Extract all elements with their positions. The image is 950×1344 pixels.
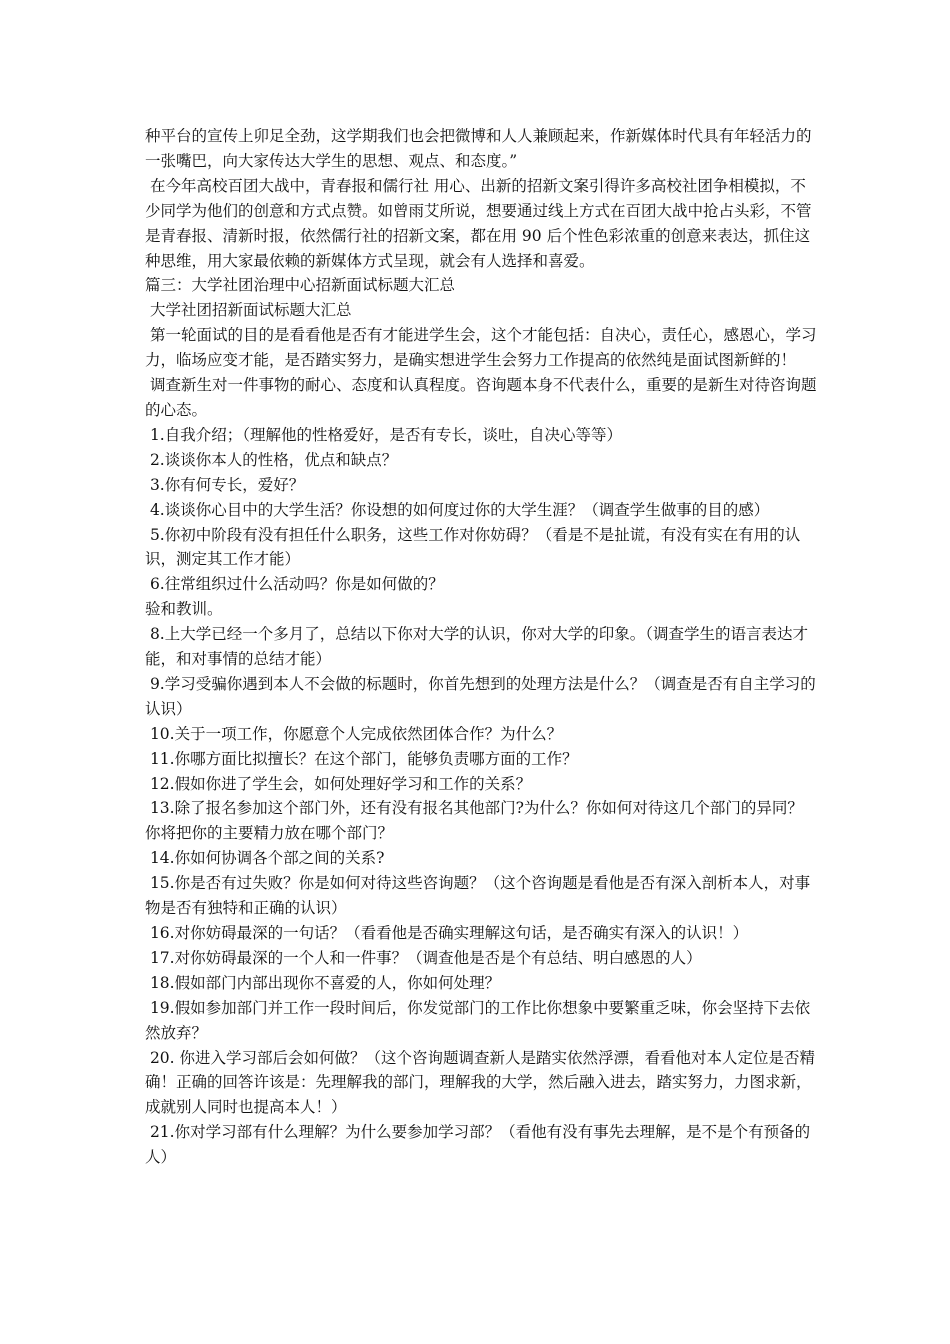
question-item: 14.你如何协调各个部之间的关系? xyxy=(145,849,385,868)
question-item: 10.关于一项工作，你愿意个人完成依然团体合作？为什么？ xyxy=(145,724,563,743)
question-item: 17.对你妨碍最深的一个人和一件事？（调查他是否是个有总结、明白感恩的人） xyxy=(145,948,702,967)
paragraph-intro-1: 第一轮面试的目的是看看他是否有才能进学生会，这个才能包括：自决心，责任心，感恩心，学习力，临场应变才能，是否踏实努力，是确实想进学生会努力工作提高的依然纯是面试图新鲜的！ xyxy=(145,326,817,370)
question-item: 11.你哪方面比拟擅长？在这个部门，能够负责哪方面的工作？ xyxy=(145,749,578,768)
question-item: 5.你初中阶段有没有担任什么职务，这些工作对你妨碍？（看是不是扯谎，有没有实在有用的认识，测定其工作才能） xyxy=(145,525,801,569)
paragraph-2: 在今年高校百团大战中，青春报和儒行社 用心、出新的招新文案引得许多高校社团争相模拟，不少同学为他们的创意和方式点赞。如曾雨艾所说，想要通过线上方式在百团大战中抢占头彩，不管是青春报、清新时报，依然儒行社的招新文案，都在用 90 后个性色彩浓重的创意来表达，抓住这种思维，用大家最依赖的新媒体方式呈现，就会有人选择和喜爱。 xyxy=(145,176,812,270)
question-item: 6.往常组织过什么活动吗？你是如何做的？ xyxy=(145,575,444,594)
document-page xyxy=(145,124,817,1170)
question-item: 2.谈谈你本人的性格，优点和缺点？ xyxy=(145,450,398,469)
paragraph-1: 种平台的宣传上卯足全劲，这学期我们也会把微博和人人兼顾起来，作新媒体时代具有年轻活力的一张嘴巴，向大家传达大学生的思想、观点、和态度。” xyxy=(145,127,812,170)
question-item: 8.上大学已经一个多月了，总结以下你对大学的认识，你对大学的印象。（调查学生的语言表达才能，和对事情的总结才能） xyxy=(145,625,808,669)
question-item: 15.你是否有过失败？你是如何对待这些咨询题？（这个咨询题是看他是否有深入剖析本人，对事物是否有独特和正确的认识） xyxy=(145,874,811,918)
text-fragment: 验和教训。 xyxy=(145,600,223,619)
section-heading: 篇三：大学社团治理中心招新面试标题大汇总 xyxy=(145,276,456,295)
question-item: 16.对你妨碍最深的一句话？（看看他是否确实理解这句话，是否确实有深入的认识！） xyxy=(145,924,749,942)
question-item: 9.学习受骗你遇到本人不会做的标题时，你首先想到的处理方法是什么？（调查是否有自主学习的认识） xyxy=(145,674,816,718)
section-subtitle: 大学社团招新面试标题大汇总 xyxy=(145,301,352,320)
question-item: 21.你对学习部有什么理解？为什么要参加学习部？（看他有没有事先去理解，是不是个有预备的人） xyxy=(145,1123,811,1167)
question-item: 19.假如参加部门并工作一段时间后，你发觉部门的工作比你想象中要繁重乏味，你会坚持下去依然放弃？ xyxy=(145,998,811,1042)
question-item: 20. 你进入学习部后会如何做？（这个咨询题调查新人是踏实依然浮漂，看看他对本人定位是否精确！正确的回答许该是：先理解我的部门，理解我的大学，然后融入进去，踏实努力，力图求新，成就别人同时也提高本人！） xyxy=(145,1048,816,1117)
question-item: 3.你有何专长，爱好？ xyxy=(145,475,305,494)
question-item: 12.假如你进了学生会，如何处理好学习和工作的关系？ xyxy=(145,774,532,793)
question-item: 13.除了报名参加这个部门外，还有没有报名其他部门?为什么？你如何对待这几个部门的异同？你将把你的主要精力放在哪个部门？ xyxy=(145,799,803,843)
question-item: 18.假如部门内部出现你不喜爱的人，你如何处理？ xyxy=(145,973,501,992)
question-item: 1.自我介绍；（理解他的性格爱好，是否有专长，谈吐，自决心等等） xyxy=(145,425,622,444)
question-item: 4.谈谈你心目中的大学生活？你设想的如何度过你的大学生涯？（调查学生做事的目的感） xyxy=(145,500,770,519)
paragraph-intro-2: 调查新生对一件事物的耐心、态度和认真程度。咨询题本身不代表什么，重要的是新生对待咨询题的心态。 xyxy=(145,376,817,419)
